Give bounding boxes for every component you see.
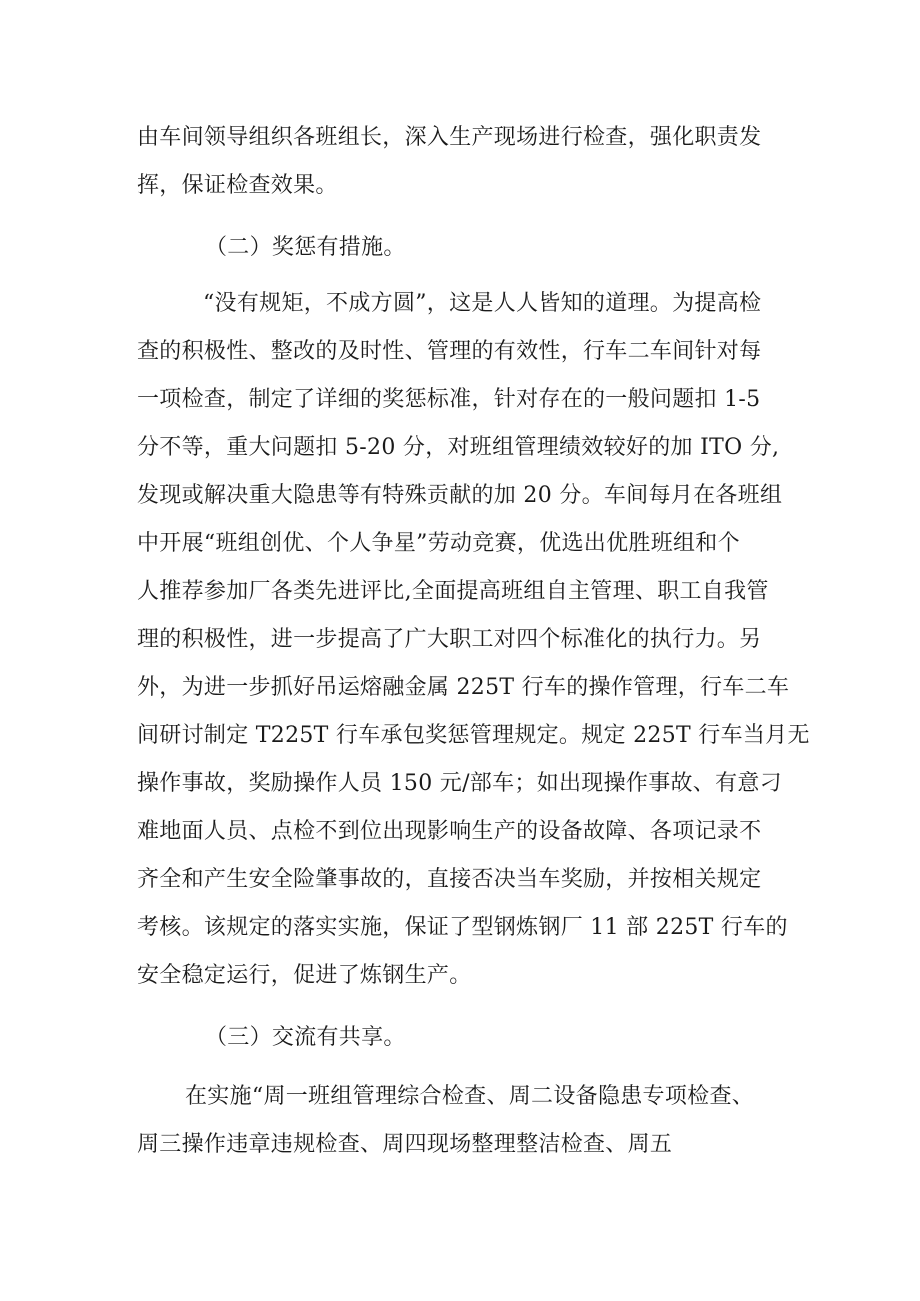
text-line: “没有规矩，不成方圆”，这是人人皆知的道理。为提高检 bbox=[203, 291, 762, 316]
text-line: 周三操作违章违规检查、周四现场整理整洁检查、周五 bbox=[137, 1132, 673, 1157]
text-line: 由车间领导组织各班组长，深入生产现场进行检查，强化职责发 bbox=[137, 125, 762, 150]
text-line: 难地面人员、点检不到位出现影响生产的设备故障、各项记录不 bbox=[137, 819, 762, 844]
text-line: 外，为进一步抓好吊运熔融金属 225T 行车的操作管理，行车二车 bbox=[137, 675, 790, 700]
text-line: 间研讨制定 T225T 行车承包奖惩管理规定。规定 225T 行车当月无 bbox=[137, 723, 810, 748]
text-line: 中开展“班组创优、个人争星”劳动竞赛，优选出优胜班组和个 bbox=[137, 531, 740, 556]
section-heading-rewards: （二）奖惩有措施。 bbox=[205, 235, 406, 260]
text-line: 在实施“周一班组管理综合检查、周二设备隐患专项检查、 bbox=[185, 1084, 755, 1109]
text-line: 查的积极性、整改的及时性、管理的有效性，行车二车间针对每 bbox=[137, 339, 762, 364]
text-line: 人推荐参加厂各类先进评比,全面提高班组自主管理、职工自我管 bbox=[137, 579, 769, 604]
text-line: 分不等，重大问题扣 5-20 分，对班组管理绩效较好的加 ITO 分, bbox=[137, 435, 780, 460]
text-line: 考核。该规定的落实实施，保证了型钢炼钢厂 11 部 225T 行车的 bbox=[137, 915, 788, 940]
text-line: 发现或解决重大隐患等有特殊贡献的加 20 分。车间每月在各班组 bbox=[137, 483, 783, 508]
text-line: 一项检查，制定了详细的奖惩标准，针对存在的一般问题扣 1-5 bbox=[137, 387, 761, 412]
text-line: 齐全和产生安全险肇事故的，直接否决当车奖励，并按相关规定 bbox=[137, 867, 762, 892]
text-line: 操作事故，奖励操作人员 150 元/部车；如出现操作事故、有意刁 bbox=[137, 771, 782, 796]
section-heading-sharing: （三）交流有共享。 bbox=[205, 1025, 406, 1050]
text-line: 理的积极性，进一步提高了广大职工对四个标准化的执行力。另 bbox=[137, 627, 762, 652]
text-line: 安全稳定运行，促进了炼钢生产。 bbox=[137, 963, 472, 988]
text-line: 挥，保证检查效果。 bbox=[137, 173, 338, 198]
